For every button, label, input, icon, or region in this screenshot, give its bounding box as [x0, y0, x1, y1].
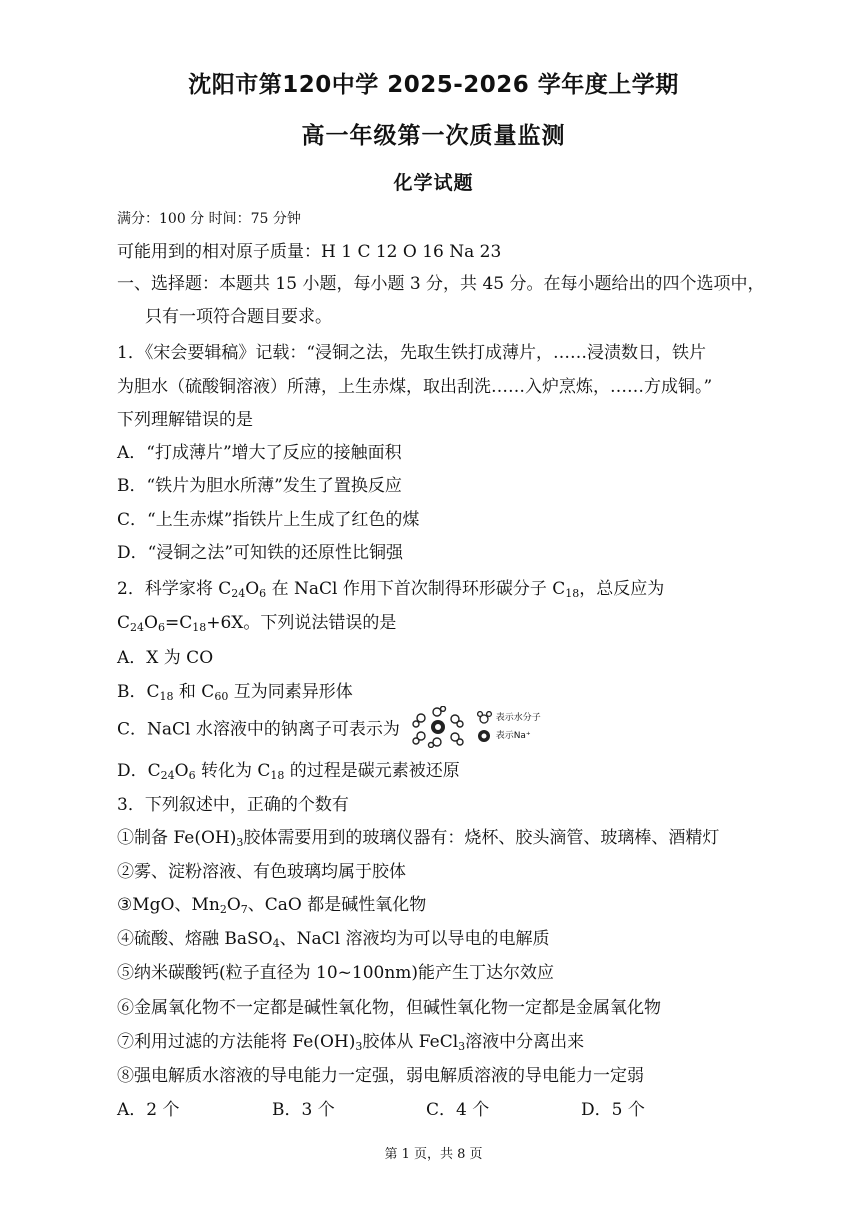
q3-option-a: A．2 个	[117, 1100, 180, 1120]
q2-stem-line1: 2．科学家将 $C_{24}O_6$ 在 NaCl 作用下首次制得环形碳分子 $C_{18}$，总反应为	[117, 579, 665, 600]
legend-sodium: 表示Na⁺	[477, 727, 541, 745]
diagram-legend	[477, 709, 541, 745]
score-time-info: 满分：100 分 时间：75 分钟	[117, 211, 301, 227]
atomic-mass-info: 可能用到的相对原子质量：H 1 C 12 O 16 Na 23	[117, 242, 502, 262]
q1-stem-line3: 下列理解错误的是	[117, 410, 253, 430]
sodium-ion-icon	[477, 729, 493, 743]
q3-statement-1: ①制备 $Fe(OH)_3$胶体需要用到的玻璃仪器有：烧杯、胶头滴管、玻璃棒、酒精灯	[117, 828, 720, 849]
exam-title-grade: 高一年级第一次质量监测	[301, 123, 566, 149]
section-heading: 一、选择题：本题共 15 小题，每小题 3 分，共 45 分。在每小题给出的四个选项中，	[117, 274, 765, 294]
q1-option-d: D．“浸铜之法”可知铁的还原性比铜强	[117, 543, 404, 563]
q3-statement-6: ⑥金属氧化物不一定都是碱性氧化物，但碱性氧化物一定都是金属氧化物	[117, 998, 661, 1018]
hydrated-sodium-ion-diagram	[407, 706, 469, 748]
q3-statement-4: ④硫酸、熔融 BaSO$_4$、NaCl 溶液均为可以导电的电解质	[117, 929, 550, 950]
q3-option-d: D．5 个	[581, 1100, 645, 1120]
q3-statement-3: ③MgO、$Mn_2O_7$、CaO 都是碱性氧化物	[117, 895, 427, 916]
q1-option-c: C．“上生赤煤”指铁片上生成了红色的煤	[117, 510, 420, 530]
page-footer: 第 1 页，共 8 页	[384, 1147, 483, 1162]
q1-stem-line1: 1．《宋会要辑稿》记载：“浸铜之法，先取生铁打成薄片，……浸渍数日，铁片	[117, 343, 707, 363]
legend-water: 表示水分子	[477, 709, 541, 727]
q1-option-b: B．“铁片为胆水所薄”发生了置换反应	[117, 476, 402, 496]
q3-option-c: C．4 个	[426, 1100, 490, 1120]
q3-statement-2: ②雾、淀粉溶液、有色玻璃均属于胶体	[117, 862, 406, 882]
q1-option-a: A．“打成薄片”增大了反应的接触面积	[117, 443, 402, 463]
exam-title-school: 沈阳市第120中学 2025-2026 学年度上学期	[188, 72, 679, 98]
exam-title-subject: 化学试题	[393, 172, 474, 194]
q3-stem: 3．下列叙述中，正确的个数有	[117, 795, 349, 815]
q1-stem-line2: 为胆水（硫酸铜溶液）所薄，上生赤煤，取出刮洗……入炉烹炼，……方成铜。”	[117, 377, 713, 397]
water-molecule-icon	[477, 711, 493, 725]
q2-option-c: C．NaCl 水溶液中的钠离子可表示为 表示水分子 表示Na⁺	[117, 706, 541, 748]
q3-statement-5: ⑤纳米碳酸钙(粒子直径为 10~100nm)能产生丁达尔效应	[117, 963, 555, 983]
q2-option-b: B．$C_{18}$ 和 $C_{60}$ 互为同素异形体	[117, 682, 353, 703]
q3-statement-8: ⑧强电解质水溶液的导电能力一定强，弱电解质溶液的导电能力一定弱	[117, 1066, 644, 1086]
q3-statement-7: ⑦利用过滤的方法能将 $Fe(OH)_3$胶体从 FeCl$_3$溶液中分离出来	[117, 1032, 585, 1053]
q2-option-d: D．$C_{24}O_6$ 转化为 $C_{18}$ 的过程是碳元素被还原	[117, 761, 460, 782]
q2-option-a: A．X 为 CO	[117, 648, 214, 668]
q3-option-b: B．3 个	[272, 1100, 335, 1120]
q2-stem-line2: $C_{24}O_6=C_{18}+6X$。下列说法错误的是	[117, 613, 397, 634]
section-heading-cont: 只有一项符合题目要求。	[145, 307, 332, 327]
